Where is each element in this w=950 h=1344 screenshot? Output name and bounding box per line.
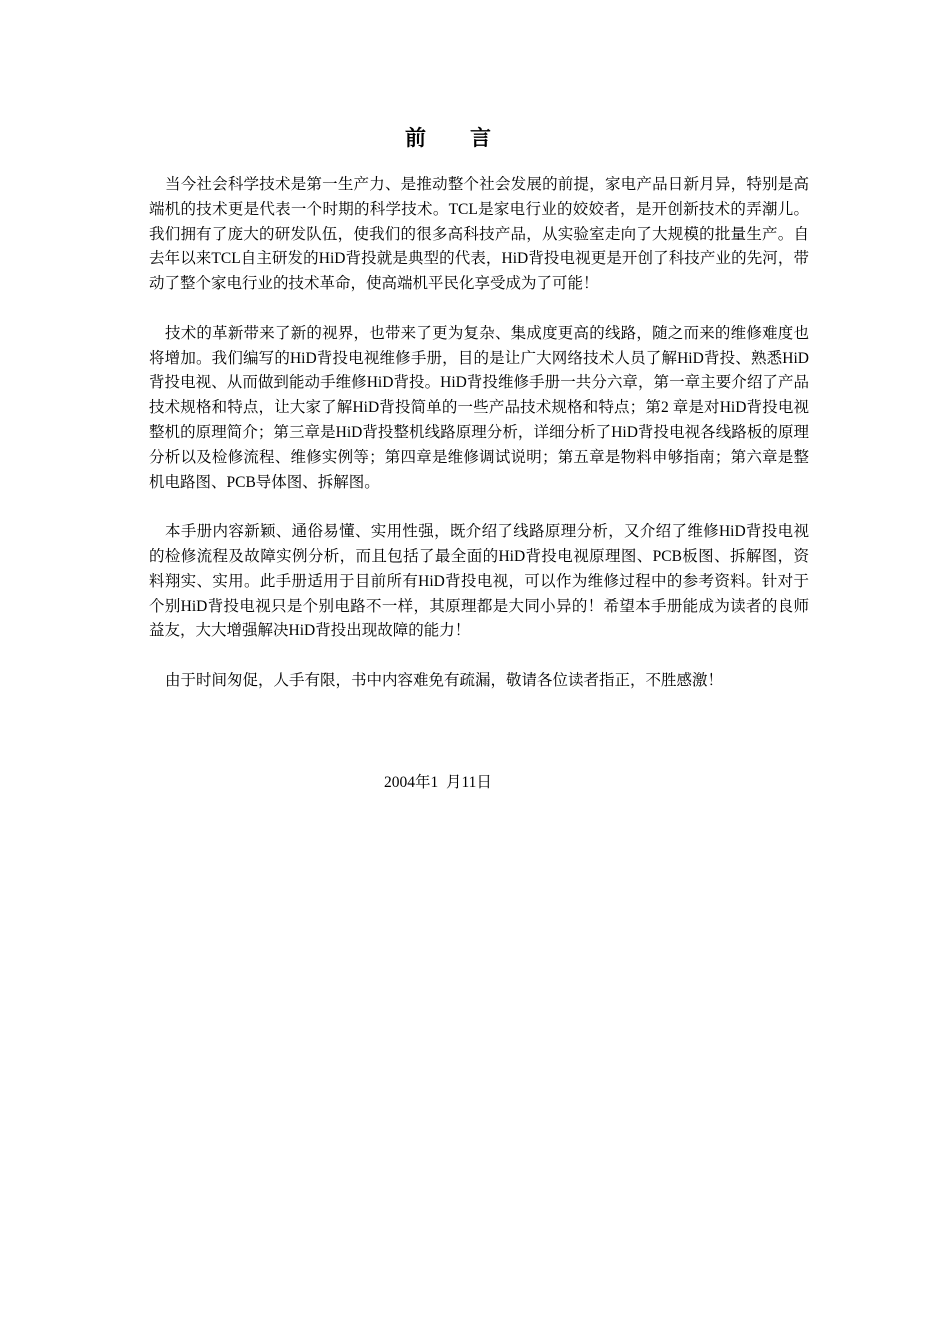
page-title: 前言	[405, 126, 535, 150]
paragraph-1: 当今社会科学技术是第一生产力、是推动整个社会发展的前提，家电产品日新月异，特别是高端机的技术更是代表一个时期的科学技术。TCL是家电行业的姣姣者，是开创新技术的弄潮儿。我们拥有了庞大的研发队伍，使我们的很多高科技产品，从实验室走向了大规模的批量生产。自去年以来TCL自主研发的HiD背投就是典型的代表，HiD背投电视更是开创了科技产业的先河，带动了整个家电行业的技术革命，使高端机平民化享受成为了可能！	[149, 176, 809, 293]
paragraph-2: 技术的革新带来了新的视界，也带来了更为复杂、集成度更高的线路，随之而来的维修难度也将增加。我们编写的HiD背投电视维修手册，目的是让广大网络技术人员了解HiD背投、熟悉HiD背投电视、从而做到能动手维修HiD背投。HiD背投维修手册一共分六章，第一章主要介绍了产品技术规格和特点，让大家了解HiD背投简单的一些产品技术规格和特点；第2 章是对HiD背投电视整机的原理简介；第三章是HiD背投整机线路原理分析，详细分析了HiD背投电视各线路板的原理分析以及检修流程、维修实例等；第四章是维修调试说明；第五章是物料申够指南；第六章是整机电路图、PCB导体图、拆解图。	[149, 324, 809, 491]
paragraph-4: 由于时间匆促，人手有限，书中内容难免有疏漏，敬请各位读者指正，不胜感激！	[165, 671, 724, 689]
paragraph-3: 本手册内容新颖、通俗易懂、实用性强，既介绍了线路原理分析，又介绍了维修HiD背投电视的检修流程及故障实例分析，而且包括了最全面的HiD背投电视原理图、PCB板图、拆解图，资料翔实、实用。此手册适用于目前所有HiD背投电视，可以作为维修过程中的参考资料。针对于个别HiD背投电视只是个别电路不一样，其原理都是大同小异的！希望本手册能成为读者的良师益友，大大增强解决HiD背投出现故障的能力！	[149, 523, 809, 640]
document-date: 2004年1 月11日	[384, 774, 492, 791]
preface-body	[149, 173, 809, 719]
